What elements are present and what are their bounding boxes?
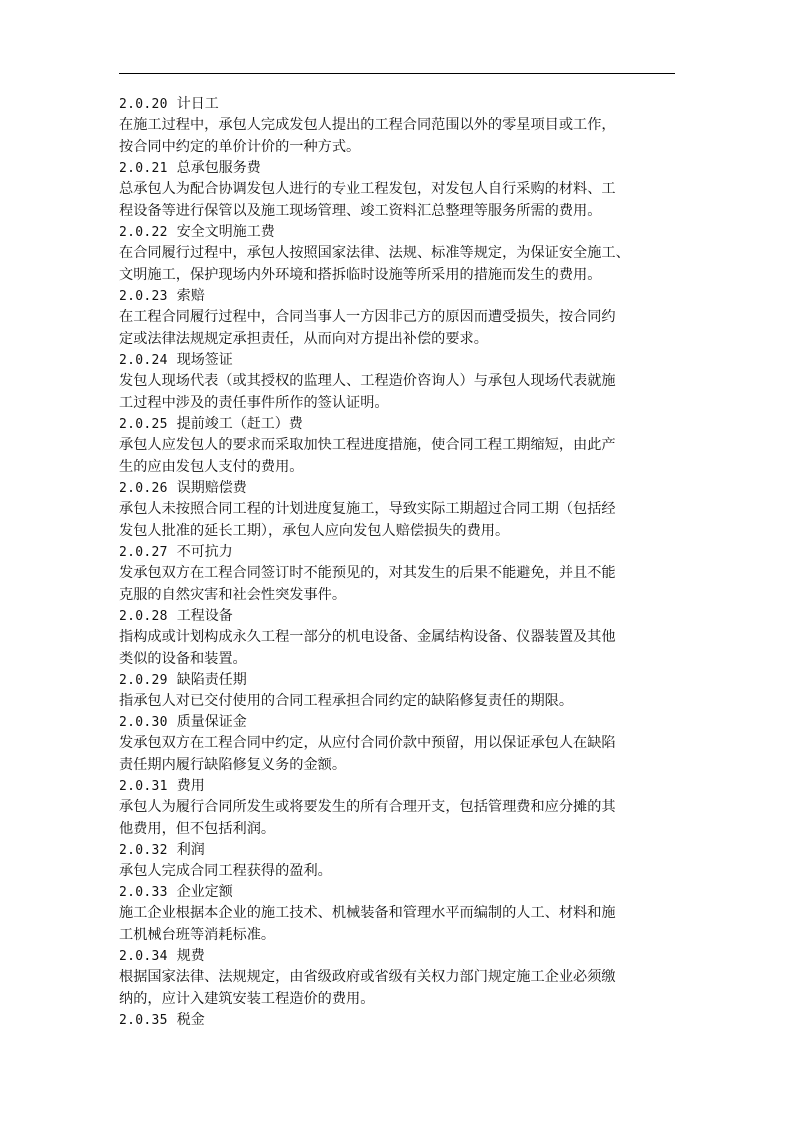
- term-definition: [119, 902, 679, 946]
- definition-line: 承包人应发包人的要求而采取加快工程进度措施，使合同工程工期缩短，由此产: [119, 437, 616, 453]
- term-title: 税金: [176, 1012, 205, 1028]
- clause-number: 2.0.35: [119, 1013, 168, 1028]
- definition-line: 程设备等进行保管以及施工现场管理、竣工资料汇总整理等服务所需的费用。: [119, 203, 602, 219]
- term-definition: [119, 114, 679, 158]
- term-entry: [119, 478, 679, 542]
- definition-line: 在工程合同履行过程中，合同当事人一方因非己方的原因而遭受损失，按合同约: [119, 309, 616, 325]
- term-entry: [119, 712, 679, 776]
- definition-line: 承包人完成合同工程获得的盈利。: [119, 863, 332, 879]
- term-heading: [119, 882, 679, 902]
- term-title: 质量保证金: [176, 714, 247, 730]
- term-heading: [119, 946, 679, 966]
- definition-line: 发承包双方在工程合同中约定，从应付合同价款中预留，用以保证承包人在缺陷: [119, 735, 616, 751]
- term-definition: [119, 690, 679, 712]
- term-title: 不可抗力: [176, 544, 233, 560]
- definition-line: 指构成或计划构成永久工程一部分的机电设备、金属结构设备、仪器装置及其他: [119, 629, 616, 645]
- term-definition: [119, 796, 679, 840]
- term-definition: [119, 306, 679, 350]
- definition-line: 他费用，但不包括利润。: [119, 821, 276, 837]
- clause-number: 2.0.34: [119, 949, 168, 964]
- clause-number: 2.0.28: [119, 609, 168, 624]
- definition-line: 总承包人为配合协调发包人进行的专业工程发包，对发包人自行采购的材料、工: [119, 181, 616, 197]
- term-heading: [119, 1010, 679, 1030]
- term-entry: [119, 776, 679, 840]
- term-title: 安全文明施工费: [176, 224, 275, 240]
- clause-number: 2.0.20: [119, 97, 168, 112]
- term-entry: [119, 94, 679, 158]
- term-title: 索赔: [176, 288, 205, 304]
- definition-line: 指承包人对已交付使用的合同工程承担合同约定的缺陷修复责任的期限。: [119, 693, 574, 709]
- term-heading: [119, 158, 679, 178]
- term-heading: [119, 94, 679, 114]
- term-title: 利润: [176, 842, 205, 858]
- clause-number: 2.0.23: [119, 289, 168, 304]
- definition-line: 发包人现场代表（或其授权的监理人、工程造价咨询人）与承包人现场代表就施: [119, 373, 616, 389]
- definition-line: 定或法律法规规定承担责任，从而向对方提出补偿的要求。: [119, 331, 488, 347]
- definition-line: 责任期内履行缺陷修复义务的金额。: [119, 757, 347, 773]
- clause-number: 2.0.30: [119, 715, 168, 730]
- clause-number: 2.0.22: [119, 225, 168, 240]
- definition-line: 施工企业根据本企业的施工技术、机械装备和管理水平而编制的人工、材料和施: [119, 905, 616, 921]
- definition-line: 承包人未按照合同工程的计划进度复施工，导致实际工期超过合同工期（包括经: [119, 501, 616, 517]
- definition-line: 承包人为履行合同所发生或将要发生的所有合理开支，包括管理费和应分摊的其: [119, 799, 616, 815]
- term-definition: [119, 562, 679, 606]
- definition-line: 在施工过程中，承包人完成发包人提出的工程合同范围以外的零星项目或工作，: [119, 117, 616, 133]
- clause-number: 2.0.32: [119, 843, 168, 858]
- term-entry: [119, 840, 679, 882]
- definition-line: 在合同履行过程中，承包人按照国家法律、法规、标准等规定，为保证安全施工、: [119, 245, 630, 261]
- term-title: 现场签证: [176, 352, 233, 368]
- term-heading: [119, 776, 679, 796]
- term-heading: [119, 606, 679, 626]
- clause-number: 2.0.31: [119, 779, 168, 794]
- clause-number: 2.0.33: [119, 885, 168, 900]
- term-definition: [119, 434, 679, 478]
- term-entry: [119, 670, 679, 712]
- term-entry: [119, 882, 679, 946]
- term-title: 企业定额: [176, 884, 233, 900]
- definition-line: 生的应由发包人支付的费用。: [119, 459, 304, 475]
- definition-line: 工机械台班等消耗标准。: [119, 927, 276, 943]
- definition-line: 克服的自然灾害和社会性突发事件。: [119, 587, 347, 603]
- term-heading: [119, 670, 679, 690]
- term-title: 总承包服务费: [176, 160, 261, 176]
- term-heading: [119, 286, 679, 306]
- term-definition: [119, 178, 679, 222]
- term-entry: [119, 606, 679, 670]
- term-entry: [119, 542, 679, 606]
- document-body: [119, 94, 679, 1030]
- term-entry: [119, 286, 679, 350]
- term-entry: [119, 414, 679, 478]
- term-definition: [119, 732, 679, 776]
- term-title: 提前竣工（赶工）费: [176, 416, 303, 432]
- term-definition: [119, 370, 679, 414]
- term-entry: [119, 222, 679, 286]
- term-heading: [119, 222, 679, 242]
- term-heading: [119, 478, 679, 498]
- definition-line: 工过程中涉及的责任事件所作的签认证明。: [119, 395, 389, 411]
- clause-number: 2.0.24: [119, 353, 168, 368]
- term-title: 规费: [176, 948, 205, 964]
- term-heading: [119, 350, 679, 370]
- term-definition: [119, 498, 679, 542]
- term-heading: [119, 712, 679, 732]
- definition-line: 根据国家法律、法规规定，由省级政府或省级有关权力部门规定施工企业必须缴: [119, 969, 616, 985]
- term-title: 费用: [176, 778, 205, 794]
- clause-number: 2.0.21: [119, 161, 168, 176]
- header-rule: [119, 73, 675, 74]
- term-definition: [119, 242, 679, 286]
- term-heading: [119, 840, 679, 860]
- term-title: 工程设备: [176, 608, 233, 624]
- clause-number: 2.0.27: [119, 545, 168, 560]
- term-title: 误期赔偿费: [176, 480, 247, 496]
- term-entry: [119, 946, 679, 1010]
- definition-line: 类似的设备和装置。: [119, 651, 247, 667]
- term-definition: [119, 860, 679, 882]
- term-heading: [119, 414, 679, 434]
- term-entry: [119, 350, 679, 414]
- clause-number: 2.0.29: [119, 673, 168, 688]
- definition-line: 文明施工，保护现场内外环境和搭拆临时设施等所采用的措施而发生的费用。: [119, 267, 602, 283]
- term-entry: [119, 1010, 679, 1030]
- definition-line: 按合同中约定的单价计价的一种方式。: [119, 139, 361, 155]
- definition-line: 纳的，应计入建筑安装工程造价的费用。: [119, 991, 375, 1007]
- clause-number: 2.0.25: [119, 417, 168, 432]
- clause-number: 2.0.26: [119, 481, 168, 496]
- definition-line: 发包人批准的延长工期），承包人应向发包人赔偿损失的费用。: [119, 523, 510, 539]
- term-heading: [119, 542, 679, 562]
- definition-line: 发承包双方在工程合同签订时不能预见的，对其发生的后果不能避免，并且不能: [119, 565, 616, 581]
- term-definition: [119, 626, 679, 670]
- term-entry: [119, 158, 679, 222]
- term-title: 计日工: [176, 96, 219, 112]
- term-title: 缺陷责任期: [176, 672, 247, 688]
- term-definition: [119, 966, 679, 1010]
